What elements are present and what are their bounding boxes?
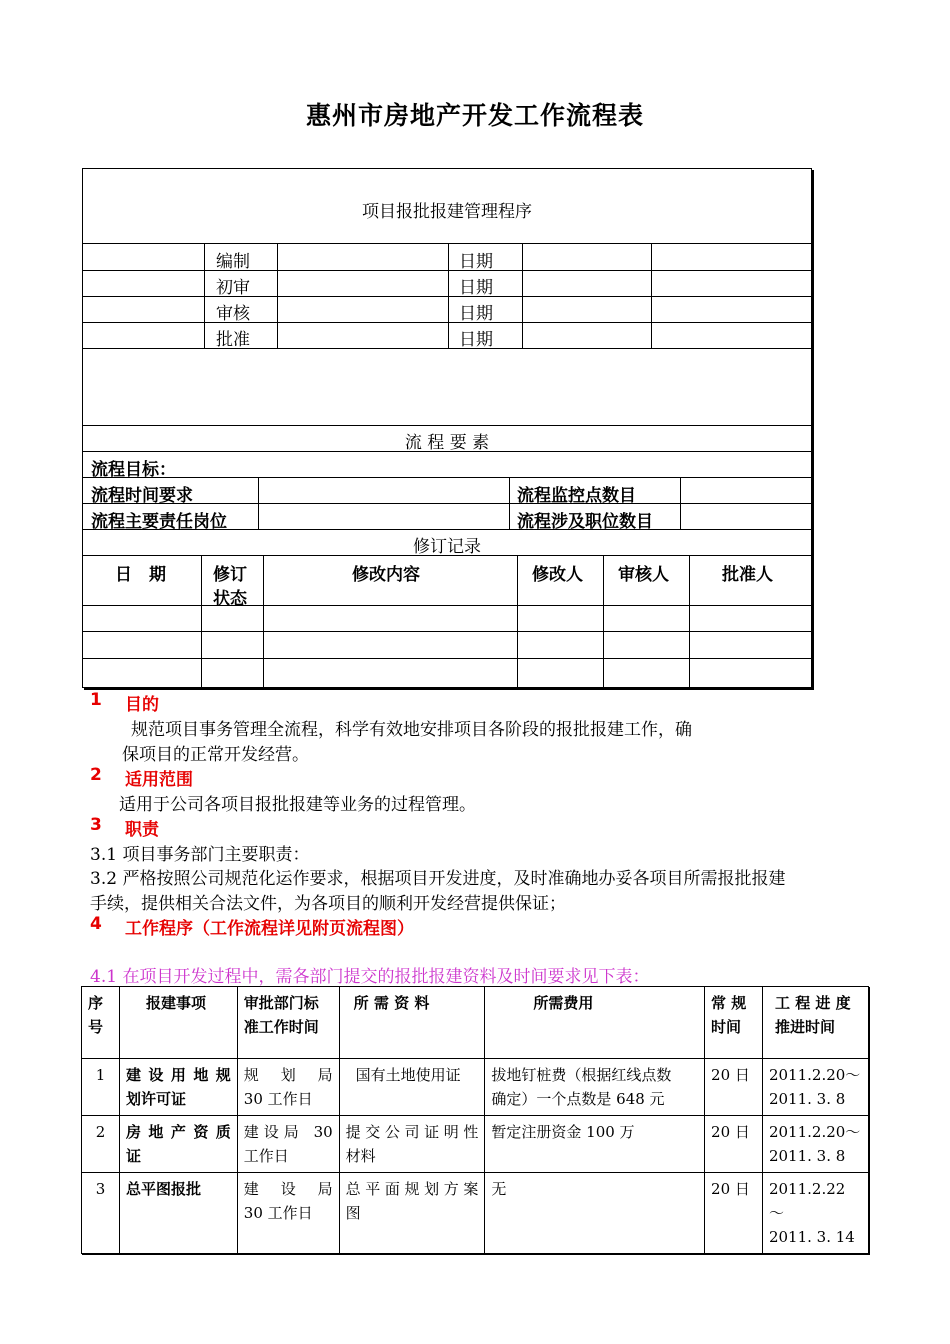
sign-date-label: 日期 bbox=[459, 330, 493, 350]
post-count-label: 流程涉及职位数目 bbox=[517, 512, 653, 532]
row-docs: 国有土地使用证 bbox=[339, 1059, 485, 1116]
table-row bbox=[82, 1116, 869, 1173]
revision-title: 修订记录 bbox=[413, 537, 481, 557]
section-3-number: 3 bbox=[90, 815, 102, 835]
header-item: 报建事项 bbox=[119, 987, 237, 1059]
revision-header-approver: 批准人 bbox=[722, 565, 773, 585]
row-fee: 无 bbox=[485, 1173, 705, 1254]
monitor-points-label: 流程监控点数目 bbox=[517, 486, 636, 506]
procedure-box bbox=[82, 168, 812, 688]
section-3-1-text: 3.1 项目事务部门主要职责： bbox=[90, 845, 310, 865]
row-seq: 2 bbox=[82, 1116, 120, 1173]
sign-date-label: 日期 bbox=[459, 278, 493, 298]
section-1-title: 目的 bbox=[125, 695, 159, 715]
table-row bbox=[82, 1059, 869, 1116]
section-3-title: 职责 bbox=[125, 820, 159, 840]
revision-header-reviewer: 审核人 bbox=[618, 565, 669, 585]
row-docs: 总平面规划方案 图 bbox=[339, 1173, 485, 1254]
revision-header-modifier: 修改人 bbox=[532, 565, 583, 585]
section-3-2-text: 3.2 严格按照公司规范化运作要求，根据项目开发进度，及时准确地办妥各项目所需报批报建 bbox=[90, 869, 786, 889]
row-std-time: 20 日 bbox=[705, 1116, 763, 1173]
row-seq: 3 bbox=[82, 1173, 120, 1254]
sign-date-label: 日期 bbox=[459, 252, 493, 272]
header-fee: 所需费用 bbox=[485, 987, 705, 1059]
section-1-number: 1 bbox=[90, 690, 102, 710]
row-progress: 2011.2.20～ 2011. 3. 8 bbox=[762, 1059, 868, 1116]
sign-role-compile: 编制 bbox=[216, 252, 250, 272]
row-docs: 提交公司证明性 材料 bbox=[339, 1116, 485, 1173]
document-title: 惠州市房地产开发工作流程表 bbox=[305, 101, 644, 130]
row-item: 房地产资质 证 bbox=[119, 1116, 237, 1173]
row-fee: 拔地钉桩费（根据红线点数 确定）一个点数是 648 元 bbox=[485, 1059, 705, 1116]
elements-title: 流 程 要 素 bbox=[404, 433, 490, 453]
header-docs: 所 需 资 料 bbox=[339, 987, 485, 1059]
row-fee: 暂定注册资金 100 万 bbox=[485, 1116, 705, 1173]
sign-role-approve: 批准 bbox=[216, 330, 250, 350]
revision-header-status-2: 状态 bbox=[213, 589, 247, 609]
row-dept: 建 设 局 30 工作日 bbox=[237, 1173, 339, 1254]
sign-role-review: 审核 bbox=[216, 304, 250, 324]
section-1-text: 规范项目事务管理全流程，科学有效地安排项目各阶段的报批报建工作，确 bbox=[131, 720, 692, 740]
time-requirement-label: 流程时间要求 bbox=[91, 486, 193, 506]
section-2-number: 2 bbox=[90, 765, 102, 785]
header-std-time: 常 规 时间 bbox=[705, 987, 763, 1059]
revision-header-content: 修改内容 bbox=[352, 565, 420, 585]
main-post-label: 流程主要责任岗位 bbox=[91, 512, 227, 532]
section-3-2-text-cont: 手续，提供相关合法文件，为各项目的顺利开发经营提供保证； bbox=[90, 894, 566, 914]
section-2-text: 适用于公司各项目报批报建等业务的过程管理。 bbox=[119, 795, 476, 815]
section-4-number: 4 bbox=[90, 914, 102, 934]
table-header-row bbox=[82, 987, 869, 1059]
row-dept: 建设局 30 工作日 bbox=[237, 1116, 339, 1173]
section-2-title: 适用范围 bbox=[125, 770, 193, 790]
sign-date-label: 日期 bbox=[459, 304, 493, 324]
row-std-time: 20 日 bbox=[705, 1059, 763, 1116]
sign-role-preliminary-review: 初审 bbox=[216, 278, 250, 298]
row-progress: 2011.2.22 ～ 2011. 3. 14 bbox=[762, 1173, 868, 1254]
table-row bbox=[82, 1173, 869, 1254]
header-progress: 工 程 进 度 推进时间 bbox=[762, 987, 868, 1059]
revision-header-status: 修订 bbox=[213, 565, 247, 585]
header-dept: 审批部门标 准工作时间 bbox=[237, 987, 339, 1059]
section-4-1-text: 4.1 在项目开发过程中，需各部门提交的报批报建资料及时间要求见下表： bbox=[90, 967, 650, 987]
row-seq: 1 bbox=[82, 1059, 120, 1116]
section-4-title: 工作程序（工作流程详见附页流程图） bbox=[125, 919, 414, 939]
header-seq: 序 号 bbox=[82, 987, 120, 1059]
requirements-table bbox=[81, 986, 869, 1254]
section-1-text-cont: 保项目的正常开发经营。 bbox=[122, 745, 309, 765]
row-dept: 规 划 局 30 工作日 bbox=[237, 1059, 339, 1116]
row-progress: 2011.2.20～ 2011. 3. 8 bbox=[762, 1116, 868, 1173]
goal-label: 流程目标： bbox=[91, 460, 176, 480]
procedure-name: 项目报批报建管理程序 bbox=[362, 202, 532, 222]
row-item: 建设用地规 划许可证 bbox=[119, 1059, 237, 1116]
row-std-time: 20 日 bbox=[705, 1173, 763, 1254]
revision-header-date: 日 期 bbox=[115, 565, 166, 585]
row-item: 总平图报批 bbox=[119, 1173, 237, 1254]
